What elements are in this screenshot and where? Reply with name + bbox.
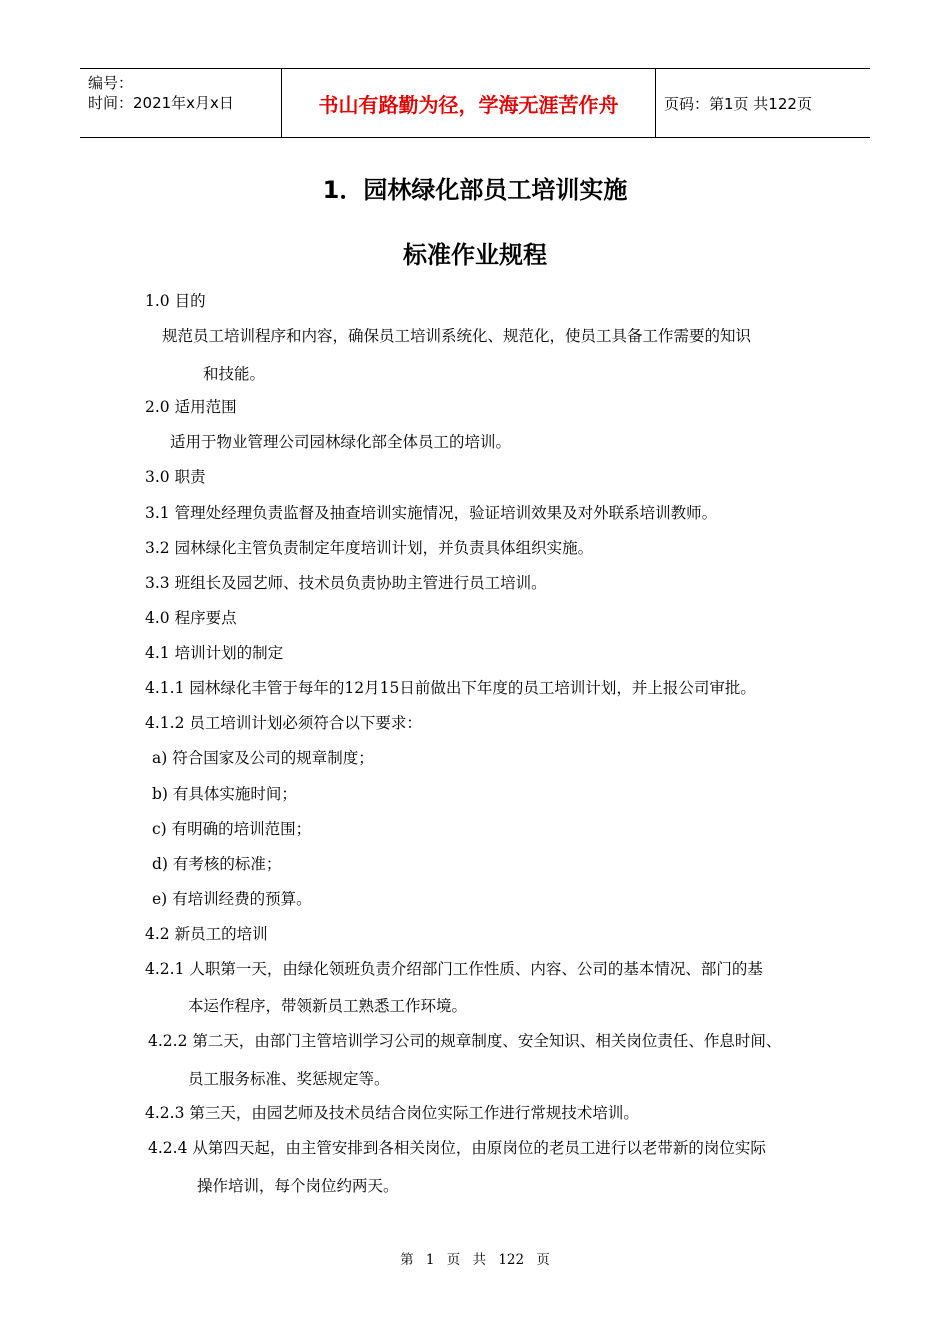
footer-page-word: 第: [400, 1252, 414, 1268]
clause-item: 4.2.2 第二天，由部门主管培训学习公司的规章制度、安全知识、相关岗位责任、作息时间、: [148, 1032, 782, 1050]
clause-item: 3.2 园林绿化主管负责制定年度培训计划，并负责具体组织实施。: [145, 539, 594, 557]
footer-total-number: 122: [498, 1252, 525, 1268]
body-text: 本运作程序，带领新员工熟悉工作环境。: [188, 997, 468, 1015]
section-heading: 3.0 职责: [145, 468, 206, 486]
section-heading: 2.0 适用范围: [145, 398, 237, 416]
clause-item: 3.3 班组长及园艺师、技术员负责协助主管进行员工培训。: [145, 574, 547, 592]
clause-item: 4.1.2 员工培训计划必须符合以下要求：: [145, 714, 422, 732]
header-motto: 书山有路勤为径，学海无涯苦作舟: [282, 69, 656, 137]
footer-total-unit: 页: [536, 1252, 550, 1268]
footer-total-word: 共: [472, 1252, 487, 1268]
clause-item: 4.2.1 人职第一天，由绿化领班负责介绍部门工作性质、内容、公司的基本情况、部门的基: [145, 960, 763, 978]
document-title: 1．园林绿化部员工培训实施: [322, 176, 628, 204]
body-text: 操作培训，每个岗位约两天。: [197, 1177, 399, 1195]
document-header: [80, 68, 870, 138]
list-item: d) 有考核的标准；: [152, 855, 282, 873]
list-item: c) 有明确的培训范围；: [152, 820, 312, 838]
section-heading: 1.0 目的: [145, 292, 206, 310]
header-page-info: 页码：第1页 共122页: [664, 94, 812, 113]
header-meta-cell: [80, 69, 282, 137]
clause-item: 4.1.1 园林绿化丰管于每年的12月15日前做出下年度的员工培训计划，并上报公司审批。: [145, 679, 756, 697]
clause-item: 4.2 新员工的培训: [145, 925, 268, 943]
document-subtitle: 标准作业规程: [403, 241, 547, 269]
list-item: b) 有具体实施时间；: [152, 785, 297, 803]
number-label: 编号：: [88, 74, 134, 92]
section-heading: 4.0 程序要点: [145, 609, 237, 627]
list-item: e) 有培训经费的预算。: [152, 890, 312, 908]
footer-page-unit: 页: [446, 1252, 461, 1268]
body-text: 和技能。: [203, 365, 266, 383]
body-text: 适用于物业管理公司园林绿化部全体员工的培训。: [170, 433, 512, 451]
clause-item: 4.1 培训计划的制定: [145, 644, 284, 662]
time-label: 时间：2021年x月x日: [88, 94, 234, 112]
footer-page-number: 1: [425, 1252, 435, 1268]
list-item: a) 符合国家及公司的规章制度；: [152, 749, 374, 767]
body-text: 员工服务标准、奖惩规定等。: [188, 1070, 390, 1088]
page-footer: [0, 1248, 950, 1268]
body-text: 规范员工培训程序和内容，确保员工培训系统化、规范化，使员工具备工作需要的知识: [162, 327, 752, 345]
clause-item: 4.2.4 从第四天起，由主管安排到各相关岗位，由原岗位的老员工进行以老带新的岗位实际: [148, 1139, 766, 1157]
clause-item: 3.1 管理处经理负责监督及抽查培训实施情况，验证培训效果及对外联系培训教师。: [145, 504, 718, 522]
clause-item: 4.2.3 第三天，由园艺师及技术员结合岗位实际工作进行常规技术培训。: [145, 1104, 639, 1122]
